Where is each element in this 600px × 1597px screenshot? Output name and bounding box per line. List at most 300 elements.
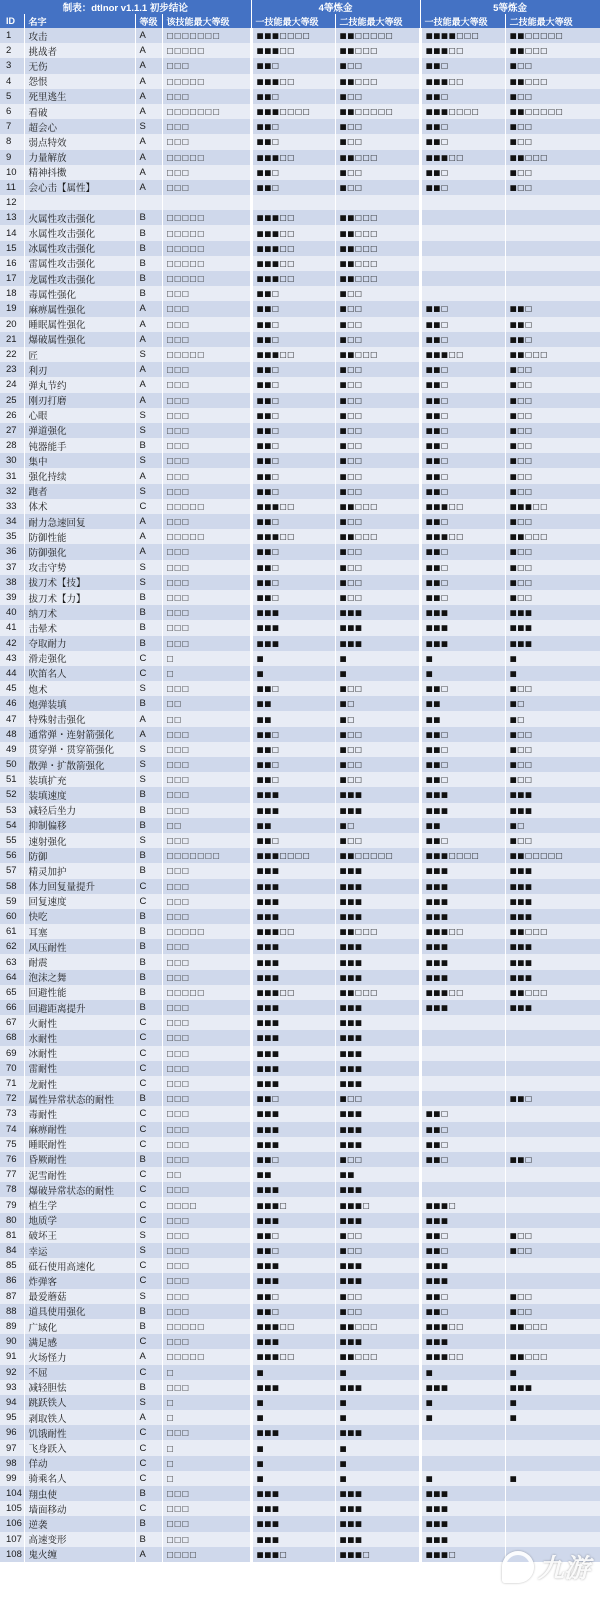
table-row [0, 1243, 600, 1258]
alchemy5-two-skill-level [505, 347, 600, 362]
alchemy5-two-skill-level [505, 954, 600, 969]
alchemy4-two-skill-level [335, 818, 420, 833]
max-level-boxes: □□□ [162, 605, 251, 620]
table-row [0, 1061, 600, 1076]
max-level-boxes: □□□ [162, 165, 251, 180]
filled-level-boxes: ■■■ [425, 1215, 449, 1225]
filled-level-boxes: ■ [509, 1397, 518, 1407]
max-level-boxes: □ [162, 666, 251, 681]
empty-level-boxes: □□ [279, 274, 295, 284]
alchemy4-one-skill-level [251, 301, 335, 316]
filled-level-boxes: ■ [509, 91, 518, 101]
filled-level-boxes: ■ [339, 699, 348, 709]
skill-grade: A [135, 89, 162, 104]
skill-grade: B [135, 438, 162, 453]
alchemy5-one-skill-level [420, 863, 505, 878]
alchemy5-one-skill-level [420, 1516, 505, 1531]
max-level-boxes: □□□ [162, 772, 251, 787]
alchemy4-one-skill-level [251, 1380, 335, 1395]
table-row [0, 757, 600, 772]
filled-level-boxes: ■■ [509, 152, 525, 162]
empty-level-boxes: □□ [517, 729, 533, 739]
filled-level-boxes: ■■ [256, 425, 272, 435]
max-level-boxes: □□□ [162, 787, 251, 802]
alchemy5-one-skill-level [420, 620, 505, 635]
alchemy4-two-skill-level [335, 468, 420, 483]
alchemy4-two-skill-level [335, 1395, 420, 1410]
alchemy5-two-skill-level [505, 970, 600, 985]
filled-level-boxes: ■ [339, 319, 348, 329]
empty-level-boxes: □□□ [524, 987, 548, 997]
filled-level-boxes: ■■■ [509, 942, 533, 952]
skill-grade: S [135, 560, 162, 575]
empty-level-boxes: □□ [279, 501, 295, 511]
filled-level-boxes: ■■■ [256, 866, 280, 876]
alchemy4-two-skill-level [335, 347, 420, 362]
alchemy4-one-skill-level [251, 256, 335, 271]
alchemy4-two-skill-level [335, 74, 420, 89]
row-id: 80 [0, 1213, 24, 1228]
empty-level-boxes: □□□ [354, 1322, 378, 1332]
skill-name: 跑者 [24, 484, 135, 499]
filled-level-boxes: ■■■ [256, 623, 280, 633]
alchemy4-one-skill-level [251, 757, 335, 772]
row-id: 76 [0, 1152, 24, 1167]
empty-level-boxes: □ [271, 1291, 280, 1301]
skill-grade: B [135, 1152, 162, 1167]
table-row [0, 256, 600, 271]
alchemy4-two-skill-level [335, 1046, 420, 1061]
filled-level-boxes: ■ [339, 775, 348, 785]
alchemy4-two-skill-level [335, 1015, 420, 1030]
row-id: 54 [0, 818, 24, 833]
alchemy4-one-skill-level [251, 1122, 335, 1137]
filled-level-boxes: ■■■ [425, 805, 449, 815]
empty-level-boxes: □□ [347, 471, 363, 481]
empty-level-boxes: □□ [347, 1230, 363, 1240]
skill-name: 吹笛名人 [24, 666, 135, 681]
max-level-boxes: □□□□□ [162, 1349, 251, 1364]
filled-level-boxes: ■■■ [256, 911, 280, 921]
max-level-boxes: □□□ [162, 362, 251, 377]
alchemy5-one-skill-level [420, 772, 505, 787]
table-row [0, 1122, 600, 1137]
skill-grade: A [135, 58, 162, 73]
max-level-boxes: □□□□□ [162, 1319, 251, 1334]
alchemy5-two-skill-level [505, 89, 600, 104]
alchemy5-one-skill-level [420, 150, 505, 165]
filled-level-boxes: ■■■ [256, 1549, 280, 1559]
alchemy4-one-skill-level [251, 438, 335, 453]
alchemy5-one-skill-level [420, 362, 505, 377]
max-level-boxes: □□□ [162, 332, 251, 347]
empty-level-boxes: □ [279, 1200, 288, 1210]
skill-name: 火场怪力 [24, 1349, 135, 1364]
skill-name: 耐震 [24, 954, 135, 969]
max-level-boxes: □ [162, 651, 251, 666]
table-row [0, 1380, 600, 1395]
alchemy5-two-skill-level [505, 590, 600, 605]
alchemy5-two-skill-level [505, 1486, 600, 1501]
alchemy4-two-skill-level [335, 1167, 420, 1182]
empty-level-boxes: □□□□ [279, 31, 311, 41]
alchemy4-one-skill-level [251, 560, 335, 575]
col-name: 名字 [24, 14, 135, 28]
filled-level-boxes: ■■■ [256, 1063, 280, 1073]
alchemy4-two-skill-level [335, 104, 420, 119]
skill-grade: C [135, 1273, 162, 1288]
filled-level-boxes: ■■■ [256, 258, 280, 268]
alchemy5-two-skill-level [505, 1213, 600, 1228]
empty-level-boxes: □□ [347, 395, 363, 405]
alchemy4-one-skill-level [251, 225, 335, 240]
filled-level-boxes: ■■■ [425, 866, 449, 876]
alchemy4-two-skill-level [335, 605, 420, 620]
alchemy4-two-skill-level [335, 833, 420, 848]
alchemy4-two-skill-level [335, 514, 420, 529]
filled-level-boxes: ■■■ [509, 501, 533, 511]
skill-grade: S [135, 1243, 162, 1258]
empty-level-boxes: □□ [279, 350, 295, 360]
empty-level-boxes: □□ [279, 532, 295, 542]
empty-level-boxes: □ [279, 1549, 288, 1559]
row-id: 91 [0, 1349, 24, 1364]
filled-level-boxes: ■■■ [256, 1276, 280, 1286]
filled-level-boxes: ■ [339, 1413, 348, 1423]
empty-level-boxes: □ [271, 684, 280, 694]
filled-level-boxes: ■■■ [339, 1549, 363, 1559]
max-level-boxes: □□□ [162, 681, 251, 696]
empty-level-boxes: □ [440, 410, 449, 420]
skill-grade: B [135, 636, 162, 651]
filled-level-boxes: ■■ [509, 46, 525, 56]
filled-level-boxes: ■■ [425, 760, 441, 770]
table-row [0, 1410, 600, 1425]
alchemy5-two-skill-level [505, 408, 600, 423]
alchemy4-two-skill-level [335, 666, 420, 681]
filled-level-boxes: ■■■ [256, 1139, 280, 1149]
alchemy5-two-skill-level [505, 711, 600, 726]
filled-level-boxes: ■■ [256, 547, 272, 557]
skill-grade: A [135, 514, 162, 529]
alchemy5-two-skill-level [505, 985, 600, 1000]
max-level-boxes: □□□ [162, 575, 251, 590]
alchemy5-two-skill-level [505, 1319, 600, 1334]
alchemy5-one-skill-level [420, 1137, 505, 1152]
alchemy5-one-skill-level [420, 696, 505, 711]
filled-level-boxes: ■■■ [425, 1337, 449, 1347]
skill-name: 剥取铁人 [24, 1410, 135, 1425]
max-level-boxes: □□□ [162, 1152, 251, 1167]
max-level-boxes: □□□ [162, 1258, 251, 1273]
skill-name: 逆袭 [24, 1516, 135, 1531]
table-row [0, 1030, 600, 1045]
table-body [0, 28, 600, 1562]
row-id: 22 [0, 347, 24, 362]
skill-name: 钝器能手 [24, 438, 135, 453]
alchemy4-two-skill-level [335, 1137, 420, 1152]
empty-level-boxes: □ [440, 365, 449, 375]
skill-name: 水耐性 [24, 1030, 135, 1045]
skill-name: 炸弹客 [24, 1273, 135, 1288]
empty-level-boxes: □□ [448, 152, 464, 162]
empty-level-boxes: □ [271, 593, 280, 603]
skill-name: 刚刃打磨 [24, 393, 135, 408]
max-level-boxes: □□ [162, 696, 251, 711]
empty-level-boxes: □ [271, 1230, 280, 1240]
alchemy5-one-skill-level [420, 833, 505, 848]
row-id: 77 [0, 1167, 24, 1182]
alchemy4-one-skill-level [251, 286, 335, 301]
skill-grade: B [135, 939, 162, 954]
empty-level-boxes: □□ [347, 593, 363, 603]
alchemy5-two-skill-level [505, 438, 600, 453]
skill-grade: S [135, 742, 162, 757]
alchemy4-two-skill-level [335, 742, 420, 757]
alchemy5-two-skill-level [505, 1516, 600, 1531]
row-id: 48 [0, 727, 24, 742]
max-level-boxes: □□□ [162, 1061, 251, 1076]
filled-level-boxes: ■■■ [339, 1489, 363, 1499]
empty-level-boxes: □ [440, 61, 449, 71]
filled-level-boxes: ■■■ [256, 76, 280, 86]
filled-level-boxes: ■■ [256, 684, 272, 694]
filled-level-boxes: ■■■ [339, 1215, 363, 1225]
skill-name: 毒耐性 [24, 1106, 135, 1121]
filled-level-boxes: ■ [339, 1230, 348, 1240]
alchemy5-two-skill-level [505, 423, 600, 438]
alchemy5-one-skill-level [420, 1076, 505, 1091]
empty-level-boxes: □ [271, 1306, 280, 1316]
empty-level-boxes: □ [271, 410, 280, 420]
alchemy4-one-skill-level [251, 377, 335, 392]
alchemy5-two-skill-level [505, 317, 600, 332]
filled-level-boxes: ■■■ [256, 1261, 280, 1271]
filled-level-boxes: ■■ [339, 501, 355, 511]
skill-grade: B [135, 1304, 162, 1319]
alchemy5-one-skill-level [420, 1456, 505, 1471]
filled-level-boxes: ■ [339, 562, 348, 572]
empty-level-boxes: □ [347, 699, 355, 709]
row-id: 89 [0, 1319, 24, 1334]
empty-level-boxes: □ [448, 1549, 457, 1559]
alchemy4-two-skill-level [335, 393, 420, 408]
alchemy5-two-skill-level [505, 286, 600, 301]
max-level-boxes: □□□□□ [162, 529, 251, 544]
alchemy5-one-skill-level [420, 605, 505, 620]
alchemy5-two-skill-level [505, 1532, 600, 1547]
filled-level-boxes: ■■ [509, 1322, 525, 1332]
skill-grade: A [135, 529, 162, 544]
skill-grade: A [135, 104, 162, 119]
table-row [0, 1258, 600, 1273]
skill-name: 耐力急速回复 [24, 514, 135, 529]
filled-level-boxes: ■■ [509, 987, 525, 997]
skill-grade: B [135, 286, 162, 301]
row-id: 7 [0, 119, 24, 134]
filled-level-boxes: ■■■ [256, 1124, 280, 1134]
alchemy4-one-skill-level [251, 1410, 335, 1425]
skill-grade: B [135, 620, 162, 635]
alchemy4-one-skill-level [251, 408, 335, 423]
alchemy4-one-skill-level [251, 1319, 335, 1334]
alchemy5-two-skill-level [505, 180, 600, 195]
alchemy4-two-skill-level [335, 1197, 420, 1212]
alchemy4-two-skill-level [335, 210, 420, 225]
row-id: 24 [0, 377, 24, 392]
filled-level-boxes: ■■ [425, 91, 441, 101]
alchemy5-one-skill-level [420, 1046, 505, 1061]
filled-level-boxes: ■ [509, 410, 518, 420]
empty-level-boxes: □□□ [354, 76, 378, 86]
empty-level-boxes: □ [347, 714, 355, 724]
filled-level-boxes: ■■■ [339, 1003, 363, 1013]
empty-level-boxes: □□ [517, 486, 533, 496]
skill-name: 装填速度 [24, 787, 135, 802]
alchemy4-one-skill-level [251, 150, 335, 165]
skill-grade: B [135, 590, 162, 605]
header-row-columns [0, 14, 600, 28]
filled-level-boxes: ■■ [425, 456, 441, 466]
skill-name: 防御性能 [24, 529, 135, 544]
row-id: 3 [0, 58, 24, 73]
empty-level-boxes: □□ [517, 1246, 533, 1256]
filled-level-boxes: ■ [509, 653, 518, 663]
skill-grade: C [135, 1015, 162, 1030]
filled-level-boxes: ■■■ [425, 987, 449, 997]
empty-level-boxes: □ [517, 714, 525, 724]
filled-level-boxes: ■■■ [256, 1504, 280, 1514]
skill-grade: B [135, 909, 162, 924]
max-level-boxes: □□□ [162, 803, 251, 818]
alchemy4-two-skill-level [335, 1030, 420, 1045]
empty-level-boxes: □ [440, 1291, 449, 1301]
filled-level-boxes: ■■■ [339, 805, 363, 815]
alchemy4-two-skill-level [335, 453, 420, 468]
alchemy4-two-skill-level [335, 241, 420, 256]
alchemy4-one-skill-level [251, 1137, 335, 1152]
table-row [0, 879, 600, 894]
alchemy4-two-skill-level [335, 165, 420, 180]
alchemy5-one-skill-level [420, 1197, 505, 1212]
empty-level-boxes: □□ [517, 167, 533, 177]
filled-level-boxes: ■■ [509, 851, 525, 861]
empty-level-boxes: □□ [279, 76, 295, 86]
filled-level-boxes: ■■ [425, 1124, 441, 1134]
filled-level-boxes: ■ [339, 1443, 348, 1453]
alchemy5-two-skill-level [505, 301, 600, 316]
filled-level-boxes: ■■ [256, 395, 272, 405]
filled-level-boxes: ■■ [256, 699, 272, 709]
row-id: 33 [0, 499, 24, 514]
alchemy5-two-skill-level [505, 74, 600, 89]
table-row [0, 332, 600, 347]
skill-grade: A [135, 377, 162, 392]
filled-level-boxes: ■■■ [425, 790, 449, 800]
empty-level-boxes: □□ [347, 517, 363, 527]
row-id: 85 [0, 1258, 24, 1273]
filled-level-boxes: ■ [425, 1367, 434, 1377]
empty-level-boxes: □ [271, 486, 280, 496]
filled-level-boxes: ■ [339, 1458, 348, 1468]
alchemy5-two-skill-level [505, 1334, 600, 1349]
alchemy4-one-skill-level [251, 43, 335, 58]
alchemy4-two-skill-level [335, 772, 420, 787]
row-id: 15 [0, 241, 24, 256]
filled-level-boxes: ■■ [425, 744, 441, 754]
filled-level-boxes: ■ [509, 182, 518, 192]
skill-grade: B [135, 256, 162, 271]
filled-level-boxes: ■ [339, 1306, 348, 1316]
filled-level-boxes: ■ [339, 456, 348, 466]
filled-level-boxes: ■■ [509, 334, 525, 344]
empty-level-boxes: □□ [448, 76, 464, 86]
row-id: 40 [0, 605, 24, 620]
alchemy4-one-skill-level [251, 119, 335, 134]
alchemy4-two-skill-level [335, 1258, 420, 1273]
alchemy5-two-skill-level [505, 1091, 600, 1106]
alchemy5-one-skill-level [420, 1243, 505, 1258]
table-row [0, 1015, 600, 1030]
max-level-boxes: □ [162, 1395, 251, 1410]
filled-level-boxes: ■ [509, 122, 518, 132]
filled-level-boxes: ■ [509, 668, 518, 678]
empty-level-boxes: □□□ [524, 152, 548, 162]
max-level-boxes: □ [162, 1410, 251, 1425]
filled-level-boxes: ■■■ [256, 896, 280, 906]
empty-level-boxes: □□□ [456, 31, 480, 41]
filled-level-boxes: ■ [509, 547, 518, 557]
row-id: 13 [0, 210, 24, 225]
filled-level-boxes: ■ [509, 760, 518, 770]
alchemy4-one-skill-level [251, 271, 335, 286]
alchemy5-two-skill-level [505, 1501, 600, 1516]
alchemy5-one-skill-level [420, 165, 505, 180]
alchemy5-one-skill-level [420, 985, 505, 1000]
empty-level-boxes: □□ [517, 744, 533, 754]
group-header-4: 4等炼金 [251, 0, 420, 14]
filled-level-boxes: ■■ [425, 1154, 441, 1164]
filled-level-boxes: ■■ [509, 107, 525, 117]
alchemy5-two-skill-level [505, 1410, 600, 1425]
skill-grade: S [135, 1228, 162, 1243]
alchemy4-two-skill-level [335, 499, 420, 514]
filled-level-boxes: ■ [339, 714, 348, 724]
alchemy5-one-skill-level [420, 1532, 505, 1547]
row-id: 108 [0, 1547, 24, 1562]
filled-level-boxes: ■■ [256, 1291, 272, 1301]
row-id: 52 [0, 787, 24, 802]
table-row [0, 1289, 600, 1304]
empty-level-boxes: □ [440, 562, 449, 572]
empty-level-boxes: □□ [347, 1246, 363, 1256]
filled-level-boxes: ■■ [509, 532, 525, 542]
skill-name: 体术 [24, 499, 135, 514]
alchemy4-one-skill-level [251, 1213, 335, 1228]
filled-level-boxes: ■ [339, 182, 348, 192]
alchemy4-one-skill-level [251, 1030, 335, 1045]
empty-level-boxes: □ [440, 1124, 449, 1134]
filled-level-boxes: ■■ [509, 304, 525, 314]
alchemy4-one-skill-level [251, 1228, 335, 1243]
max-level-boxes [162, 195, 251, 210]
filled-level-boxes: ■■ [256, 775, 272, 785]
filled-level-boxes: ■ [256, 1473, 265, 1483]
skill-grade: A [135, 393, 162, 408]
empty-level-boxes: □ [362, 1200, 371, 1210]
skill-name: 墙面移动 [24, 1501, 135, 1516]
filled-level-boxes: ■■ [256, 137, 272, 147]
